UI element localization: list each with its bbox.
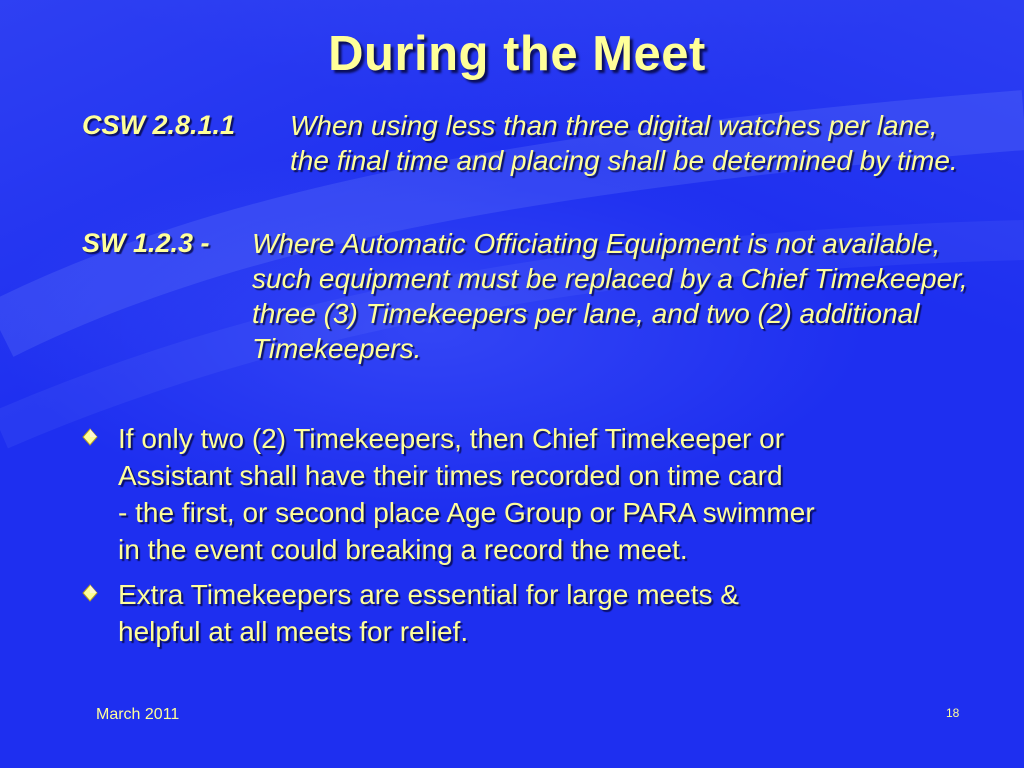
bullet-list (82, 420, 982, 658)
bullet-line: Assistant shall have their times recorded on time card (118, 460, 783, 491)
diamond-bullet-icon (82, 584, 98, 602)
rule-text: When using less than three digital watches per lane, the final time and placing shall be determined by time. (290, 110, 958, 176)
rule-reference: CSW 2.8.1.1 (82, 110, 236, 140)
rule-text: Where Automatic Officiating Equipment is not available, such equipment must be replaced by a Chief Timekeeper, three (3) Timekeepers per lane, and two (2) additional Timekeepers. (252, 228, 968, 364)
bullet-item (82, 576, 982, 650)
rule-reference: SW 1.2.3 - (82, 228, 210, 258)
bullet-line: If only two (2) Timekeepers, then Chief Timekeeper or (118, 423, 785, 454)
slide-title: During the Meet (328, 27, 706, 81)
rule-csw-2-8-1-1 (82, 108, 962, 218)
bullet-item (82, 420, 982, 568)
rule-sw-1-2-3 (82, 226, 972, 376)
bullet-line: helpful at all meets for relief. (118, 616, 469, 647)
bullet-line: - the first, or second place Age Group or PARA swimmer (118, 497, 815, 528)
bullet-line: in the event could breaking a record the meet. (118, 534, 688, 565)
bullet-line: Extra Timekeepers are essential for large meets & (118, 579, 739, 610)
diamond-bullet-icon (82, 428, 98, 446)
footer-date: March 2011 (96, 706, 180, 723)
page-number: 18 (946, 706, 960, 720)
